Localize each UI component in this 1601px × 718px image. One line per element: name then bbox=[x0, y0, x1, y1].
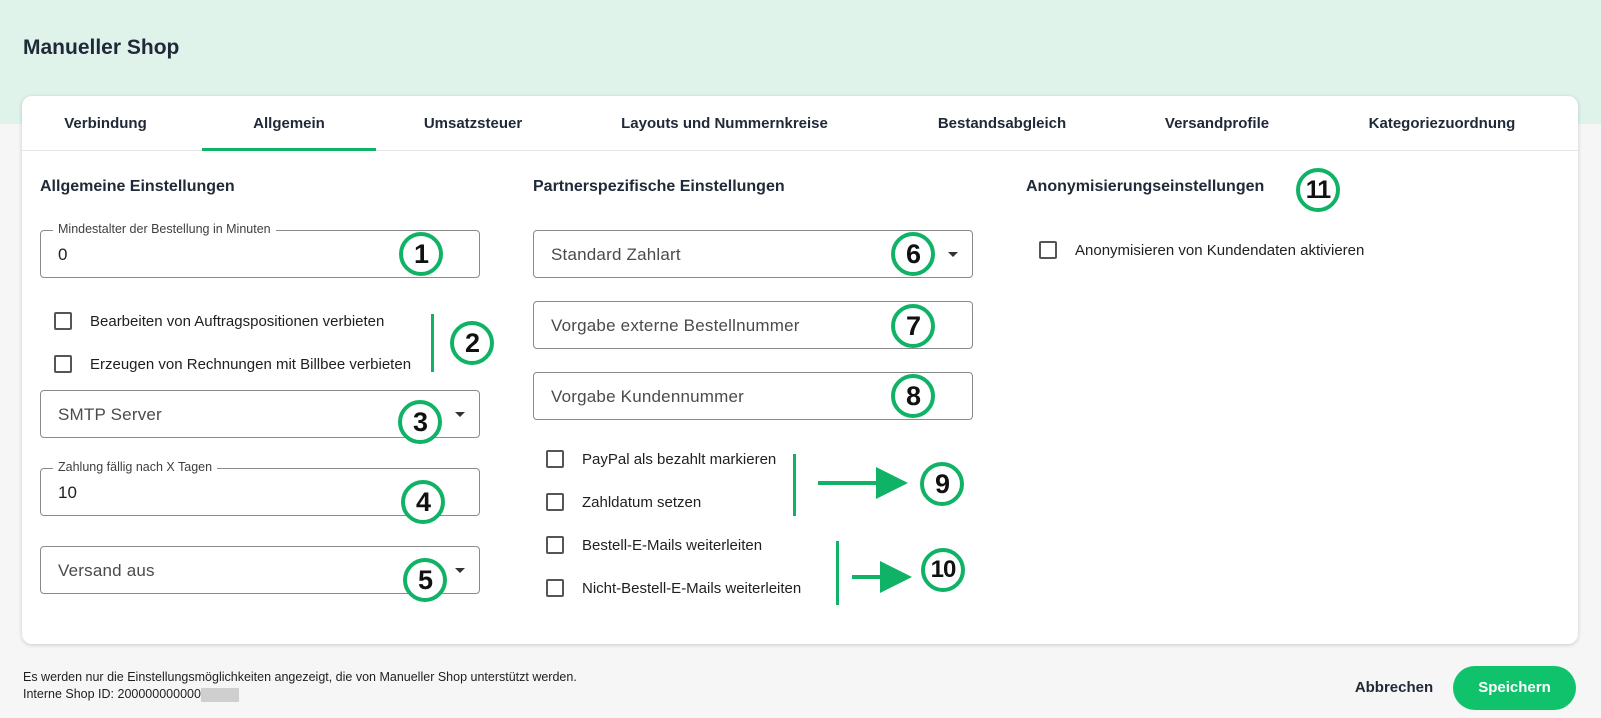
checkbox-paypal-paid[interactable] bbox=[546, 447, 776, 471]
annotation-badge-1: 1 bbox=[399, 232, 443, 276]
arrow-right-icon bbox=[880, 561, 912, 593]
checkbox-label: Nicht-Bestell-E-Mails weiterleiten bbox=[582, 579, 802, 597]
checkbox-box[interactable] bbox=[546, 493, 564, 511]
tab-verbindung[interactable]: Verbindung bbox=[64, 115, 147, 132]
checkbox-edit-positions[interactable] bbox=[54, 309, 384, 333]
annotation-badge-10: 10 bbox=[921, 548, 965, 592]
annotation-bracket-10 bbox=[836, 541, 839, 605]
annotation-bracket-9 bbox=[793, 454, 796, 516]
annotation-badge-7: 7 bbox=[891, 304, 935, 348]
chevron-down-icon[interactable] bbox=[455, 412, 465, 417]
annotation-badge-9: 9 bbox=[920, 462, 964, 506]
tab-layouts[interactable]: Layouts und Nummernkreise bbox=[621, 115, 828, 132]
annotation-arrow-9 bbox=[818, 481, 878, 485]
checkbox-anonymize[interactable] bbox=[1039, 238, 1364, 262]
checkbox-label: Anonymisieren von Kundendaten aktivieren bbox=[1075, 241, 1365, 259]
payment-due-label: Zahlung fällig nach X Tagen bbox=[53, 460, 217, 474]
checkbox-box[interactable] bbox=[546, 536, 564, 554]
payment-method-placeholder: Standard Zahlart bbox=[551, 245, 681, 264]
annotation-bracket-2 bbox=[431, 314, 434, 372]
min-age-label: Mindestalter der Bestellung in Minuten bbox=[53, 222, 276, 236]
shop-id-line bbox=[23, 687, 239, 702]
annotation-badge-2: 2 bbox=[450, 321, 494, 365]
checkbox-payment-date[interactable] bbox=[546, 490, 701, 514]
chevron-down-icon[interactable] bbox=[948, 252, 958, 257]
tab-bestandsabgleich[interactable]: Bestandsabgleich bbox=[937, 115, 1067, 132]
annotation-arrow-10 bbox=[852, 575, 882, 579]
section-title-anon: Anonymisierungseinstellungen bbox=[1026, 178, 1265, 195]
checkbox-forward-other-mails[interactable] bbox=[546, 576, 801, 600]
checkbox-label: Erzeugen von Rechnungen mit Billbee verbieten bbox=[90, 355, 412, 373]
checkbox-box[interactable] bbox=[546, 579, 564, 597]
footer-info: Es werden nur die Einstellungsmöglichkeiten angezeigt, die von Manueller Shop unterstützt werden. bbox=[23, 670, 577, 684]
annotation-badge-11: 11 bbox=[1296, 168, 1340, 212]
settings-card bbox=[22, 96, 1578, 644]
customer-number-placeholder: Vorgabe Kundennummer bbox=[551, 387, 745, 406]
cancel-button[interactable]: Abbrechen bbox=[1354, 679, 1434, 696]
tab-bar bbox=[22, 96, 1578, 151]
payment-due-value[interactable]: 10 bbox=[58, 483, 77, 502]
annotation-badge-6: 6 bbox=[891, 232, 935, 276]
ext-order-number-placeholder: Vorgabe externe Bestellnummer bbox=[551, 316, 800, 335]
annotation-badge-8: 8 bbox=[891, 374, 935, 418]
save-button[interactable]: Speichern bbox=[1453, 666, 1576, 710]
checkbox-billbee-invoices[interactable] bbox=[54, 352, 411, 376]
section-title-partner: Partnerspezifische Einstellungen bbox=[533, 178, 785, 195]
checkbox-forward-order-mails[interactable] bbox=[546, 533, 762, 557]
tab-umsatzsteuer[interactable]: Umsatzsteuer bbox=[423, 115, 523, 132]
tab-versandprofile[interactable]: Versandprofile bbox=[1164, 115, 1270, 132]
page-title: Manueller Shop bbox=[23, 36, 180, 59]
checkbox-label: Bearbeiten von Auftragspositionen verbieten bbox=[90, 312, 385, 330]
smtp-placeholder: SMTP Server bbox=[58, 405, 162, 424]
checkbox-box[interactable] bbox=[546, 450, 564, 468]
checkbox-box[interactable] bbox=[54, 312, 72, 330]
annotation-badge-5: 5 bbox=[403, 558, 447, 602]
checkbox-box[interactable] bbox=[1039, 241, 1057, 259]
checkbox-box[interactable] bbox=[54, 355, 72, 373]
redacted-block bbox=[201, 688, 239, 702]
section-title-general: Allgemeine Einstellungen bbox=[40, 178, 235, 195]
annotation-badge-4: 4 bbox=[401, 480, 445, 524]
chevron-down-icon[interactable] bbox=[455, 568, 465, 573]
tab-kategoriezuordnung[interactable]: Kategoriezuordnung bbox=[1368, 115, 1516, 132]
checkbox-label: Bestell-E-Mails weiterleiten bbox=[582, 536, 763, 554]
shop-id-text: Interne Shop ID: 200000000000 bbox=[23, 687, 201, 701]
checkbox-label: Zahldatum setzen bbox=[582, 493, 702, 511]
arrow-right-icon bbox=[876, 467, 908, 499]
min-age-value[interactable]: 0 bbox=[58, 245, 68, 264]
checkbox-label: PayPal als bezahlt markieren bbox=[582, 450, 777, 468]
tab-allgemein[interactable]: Allgemein bbox=[202, 96, 376, 151]
shipping-placeholder: Versand aus bbox=[58, 561, 155, 580]
annotation-badge-3: 3 bbox=[398, 400, 442, 444]
